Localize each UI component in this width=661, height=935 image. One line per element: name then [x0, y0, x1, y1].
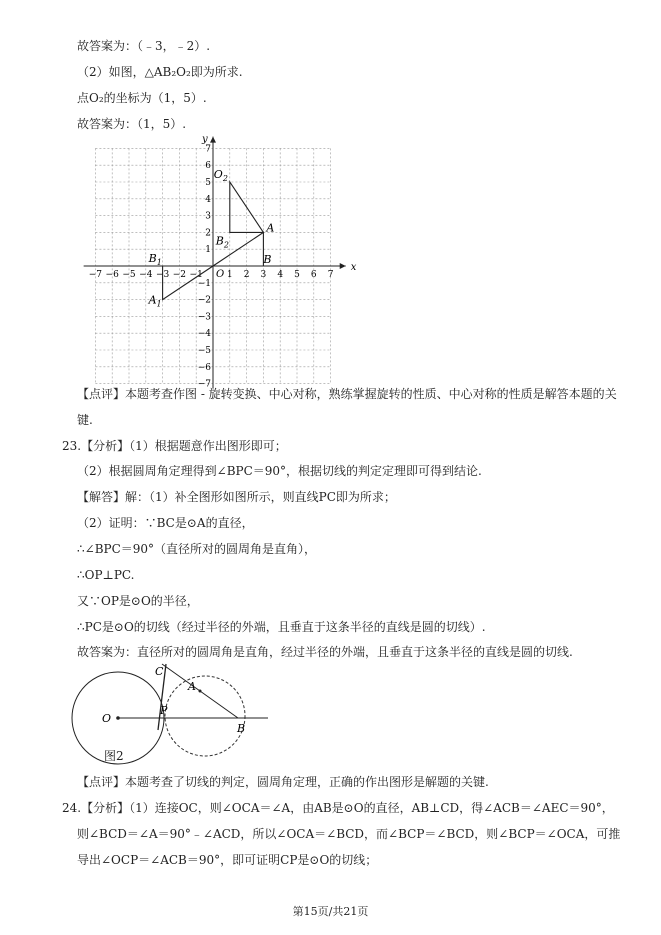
x-axis-label: x — [350, 262, 357, 273]
y-tick-label: −4 — [197, 329, 211, 340]
text-line-17: 24.【分析】（1）连接OC，则∠OCA＝∠A，由AB是⊙O的直径，AB⊥CD，得∠ACB＝∠AEC＝90°， — [62, 801, 614, 815]
point-label-b1: $B_1$ — [148, 252, 162, 267]
x-axis-arrow — [340, 263, 346, 269]
text-line-3: 点O₂的坐标为（1，5）. — [77, 91, 207, 105]
point-o — [116, 716, 120, 720]
text-line-13: 又∵OP是⊙O的半径， — [77, 594, 199, 608]
x-tick-label: 2 — [243, 270, 250, 280]
y-tick-label: −5 — [197, 346, 211, 356]
point-label-a: A — [266, 221, 275, 235]
x-tick-label: −2 — [172, 270, 187, 280]
label-b: B — [237, 722, 246, 735]
text-line-19: 导出∠OCP＝∠ACB＝90°，即可证明CP是⊙O的切线； — [77, 853, 378, 867]
point-a — [199, 690, 202, 693]
text-line-18: 则∠BCD＝∠A＝90°﹣∠ACD，所以∠OCA＝∠BCD，而∠BCP＝∠BCD，则∠BCP＝∠OCA，可推 — [77, 827, 621, 841]
text-line-4: 故答案为：（1，5）. — [77, 117, 187, 131]
y-tick-label: −7 — [197, 379, 211, 390]
y-tick-label: 1 — [205, 245, 211, 256]
x-tick-label: −5 — [122, 270, 136, 280]
text-line-7: 23.【分析】（1）根据题意作出图形即可； — [62, 439, 287, 453]
figure-caption: 图2 — [104, 749, 124, 763]
y-tick-label: −1 — [197, 278, 211, 289]
text-line-1: 故答案为：（﹣3，﹣2）. — [77, 39, 211, 53]
text-line-9: 【解答】解：（1）补全图形如图所示，则直线PC即为所求； — [77, 490, 396, 504]
text-line-12: ∴OP⊥PC. — [77, 568, 135, 582]
circle-a — [165, 676, 245, 756]
y-tick-label: 4 — [205, 194, 211, 205]
circle-tangent-figure — [68, 664, 288, 774]
x-tick-label: −7 — [88, 270, 103, 280]
coordinate-grid-figure — [70, 134, 370, 390]
x-tick-label: 1 — [226, 270, 233, 280]
text-line-14: ∴PC是⊙O的切线（经过半径的外端，且垂直于这条半径的直线是圆的切线）. — [77, 620, 486, 634]
text-line-15: 故答案为：直径所对的圆周角是直角，经过半径的外端，且垂直于这条半径的直线是圆的切线. — [77, 645, 573, 659]
point-label-b: B — [263, 253, 272, 266]
x-tick-label: −4 — [139, 270, 153, 280]
text-line-2: （2）如图，△AB₂O₂即为所求. — [77, 65, 243, 79]
x-tick-label: −6 — [105, 270, 119, 280]
x-tick-label: 5 — [294, 270, 300, 280]
text-line-10: （2）证明：∵BC是⊙A的直径， — [77, 516, 254, 530]
x-tick-label: −1 — [189, 270, 203, 280]
y-axis-label: y — [202, 134, 208, 145]
y-tick-label: 3 — [205, 211, 211, 222]
x-tick-label: 3 — [260, 270, 267, 280]
y-tick-label: 2 — [205, 228, 211, 239]
y-tick-label: −6 — [197, 362, 211, 373]
label-o: O — [102, 712, 112, 725]
point-label-o2: $O_2$ — [213, 168, 228, 183]
x-tick-label: 4 — [277, 270, 284, 280]
x-tick-label: 7 — [327, 270, 334, 280]
text-line-5: 【点评】本题考查作图 - 旋转变换、中心对称，熟练掌握旋转的性质、中心对称的性质是解答本题的关 — [77, 387, 617, 401]
label-p: P — [160, 704, 168, 717]
point-label-a1: $A_1$ — [148, 293, 162, 309]
y-axis-arrow — [210, 137, 216, 143]
page-footer: 第15页/共21页 — [292, 905, 369, 918]
text-line-16: 【点评】本题考查了切线的判定，圆周角定理，正确的作出图形是解题的关键. — [77, 775, 489, 789]
y-tick-label: −2 — [197, 295, 211, 306]
y-tick-label: 6 — [205, 161, 211, 172]
y-tick-label: 5 — [205, 178, 211, 188]
y-tick-label: 7 — [205, 144, 211, 155]
point-label-b2: $B_2$ — [215, 234, 229, 250]
text-line-11: ∴∠BPC＝90°（直径所对的圆周角是直角）， — [77, 542, 317, 556]
text-line-8: （2）根据圆周角定理得到∠BPC＝90°，根据切线的判定定理即可得到结论. — [77, 464, 482, 478]
label-c: C — [155, 665, 164, 678]
y-tick-label: −3 — [197, 312, 211, 323]
label-a: A — [188, 680, 196, 693]
origin-label: O — [216, 269, 225, 280]
x-tick-label: 6 — [310, 270, 317, 280]
x-tick-label: −3 — [155, 270, 170, 280]
text-line-6: 键. — [77, 413, 93, 427]
